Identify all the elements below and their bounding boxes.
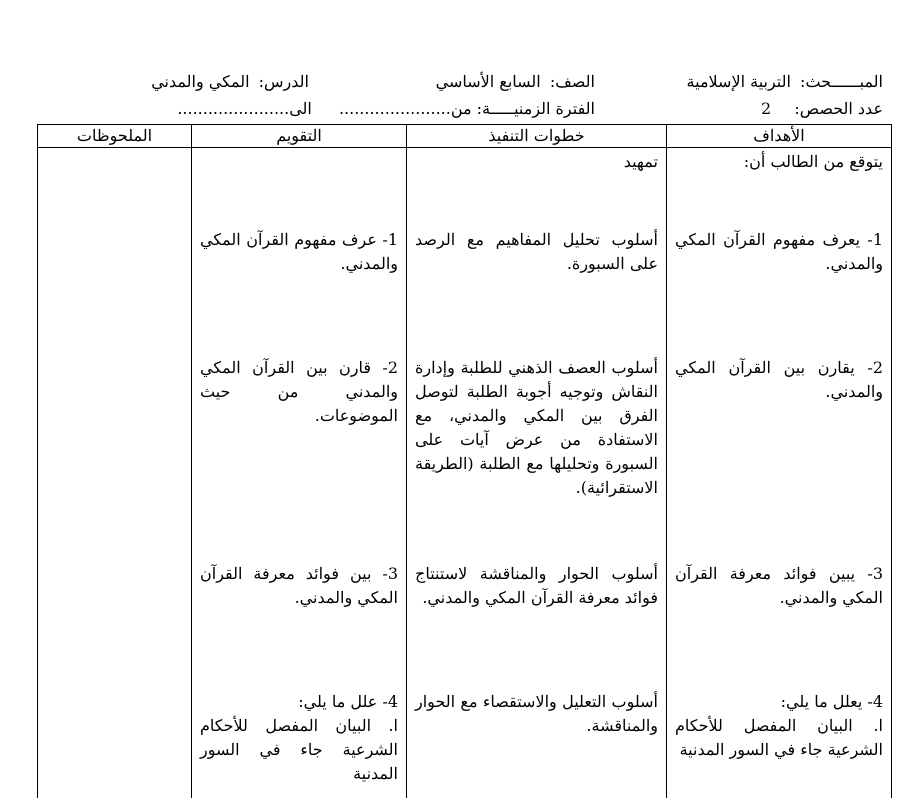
step-item: أسلوب الحوار والمناقشة لاستنتاج فوائد معرفة القرآن المكي والمدني. (415, 562, 658, 610)
step-item: أسلوب العصف الذهني للطلبة وإدارة النقاش وتوجيه أجوبة الطلبة لتوصل الفرق بين المكي والمدني، مع الاستفادة من عرض آيات على السبورة وتحليلها مع الطلبة (الطريقة الاستقرائية). (415, 356, 658, 500)
lesson-label: الدرس: (259, 72, 309, 91)
column-header-objectives: الأهداف (667, 125, 892, 148)
lesson-plan-table (37, 124, 892, 798)
evaluation-item: 3- بين فوائد معرفة القرآن المكي والمدني. (200, 562, 398, 610)
table-header-row (38, 125, 892, 148)
sessions-label: عدد الحصص: (794, 99, 883, 118)
evaluation-item: 2- قارن بين القرآن المكي والمدني من حيث الموضوعات. (200, 356, 398, 428)
evaluation-subitem: ا. البيان المفصل للأحكام الشرعية جاء في السور المدنية (200, 714, 398, 786)
grade-value: السابع الأساسي (436, 72, 541, 91)
step-item: أسلوب التعليل والاستقصاء مع الحوار والمناقشة. (415, 690, 658, 738)
column-header-evaluation: التقويم (192, 125, 407, 148)
objective-item: 4- يعلل ما يلي: (675, 690, 883, 714)
objective-item: 2- يقارن بين القرآن المكي والمدني. (675, 356, 883, 404)
objective-item: 3- يبين فوائد معرفة القرآن المكي والمدني. (675, 562, 883, 610)
table-row (38, 148, 892, 798)
column-header-notes: الملحوظات (38, 125, 192, 148)
notes-cell (38, 148, 192, 798)
lesson-field (151, 72, 309, 92)
subject-label: المبــــــحث: (800, 72, 883, 91)
steps-intro: تمهيد (415, 150, 658, 174)
period-from: الفترة الزمنيـــــة: من...................... (339, 99, 595, 118)
period-field (177, 99, 595, 119)
subject-field (687, 72, 883, 92)
objective-subitem: ا. البيان المفصل للأحكام الشرعية جاء في السور المدنية (675, 714, 883, 762)
column-header-steps: خطوات التنفيذ (407, 125, 667, 148)
sessions-field (761, 99, 883, 119)
grade-field (436, 72, 595, 92)
evaluation-cell (192, 148, 407, 798)
sessions-value: 2 (761, 99, 771, 118)
grade-label: الصف: (550, 72, 595, 91)
subject-value: التربية الإسلامية (687, 72, 791, 91)
objective-item: 1- يعرف مفهوم القرآن المكي والمدني. (675, 228, 883, 276)
steps-cell (407, 148, 667, 798)
objectives-intro: يتوقع من الطالب أن: (675, 150, 883, 174)
evaluation-item: 1- عرف مفهوم القرآن المكي والمدني. (200, 228, 398, 276)
objectives-cell (667, 148, 892, 798)
step-item: أسلوب تحليل المفاهيم مع الرصد على السبورة. (415, 228, 658, 276)
evaluation-item: 4- علل ما يلي: (200, 690, 398, 714)
period-to: الى...................... (177, 99, 312, 118)
lesson-value: المكي والمدني (151, 72, 249, 91)
